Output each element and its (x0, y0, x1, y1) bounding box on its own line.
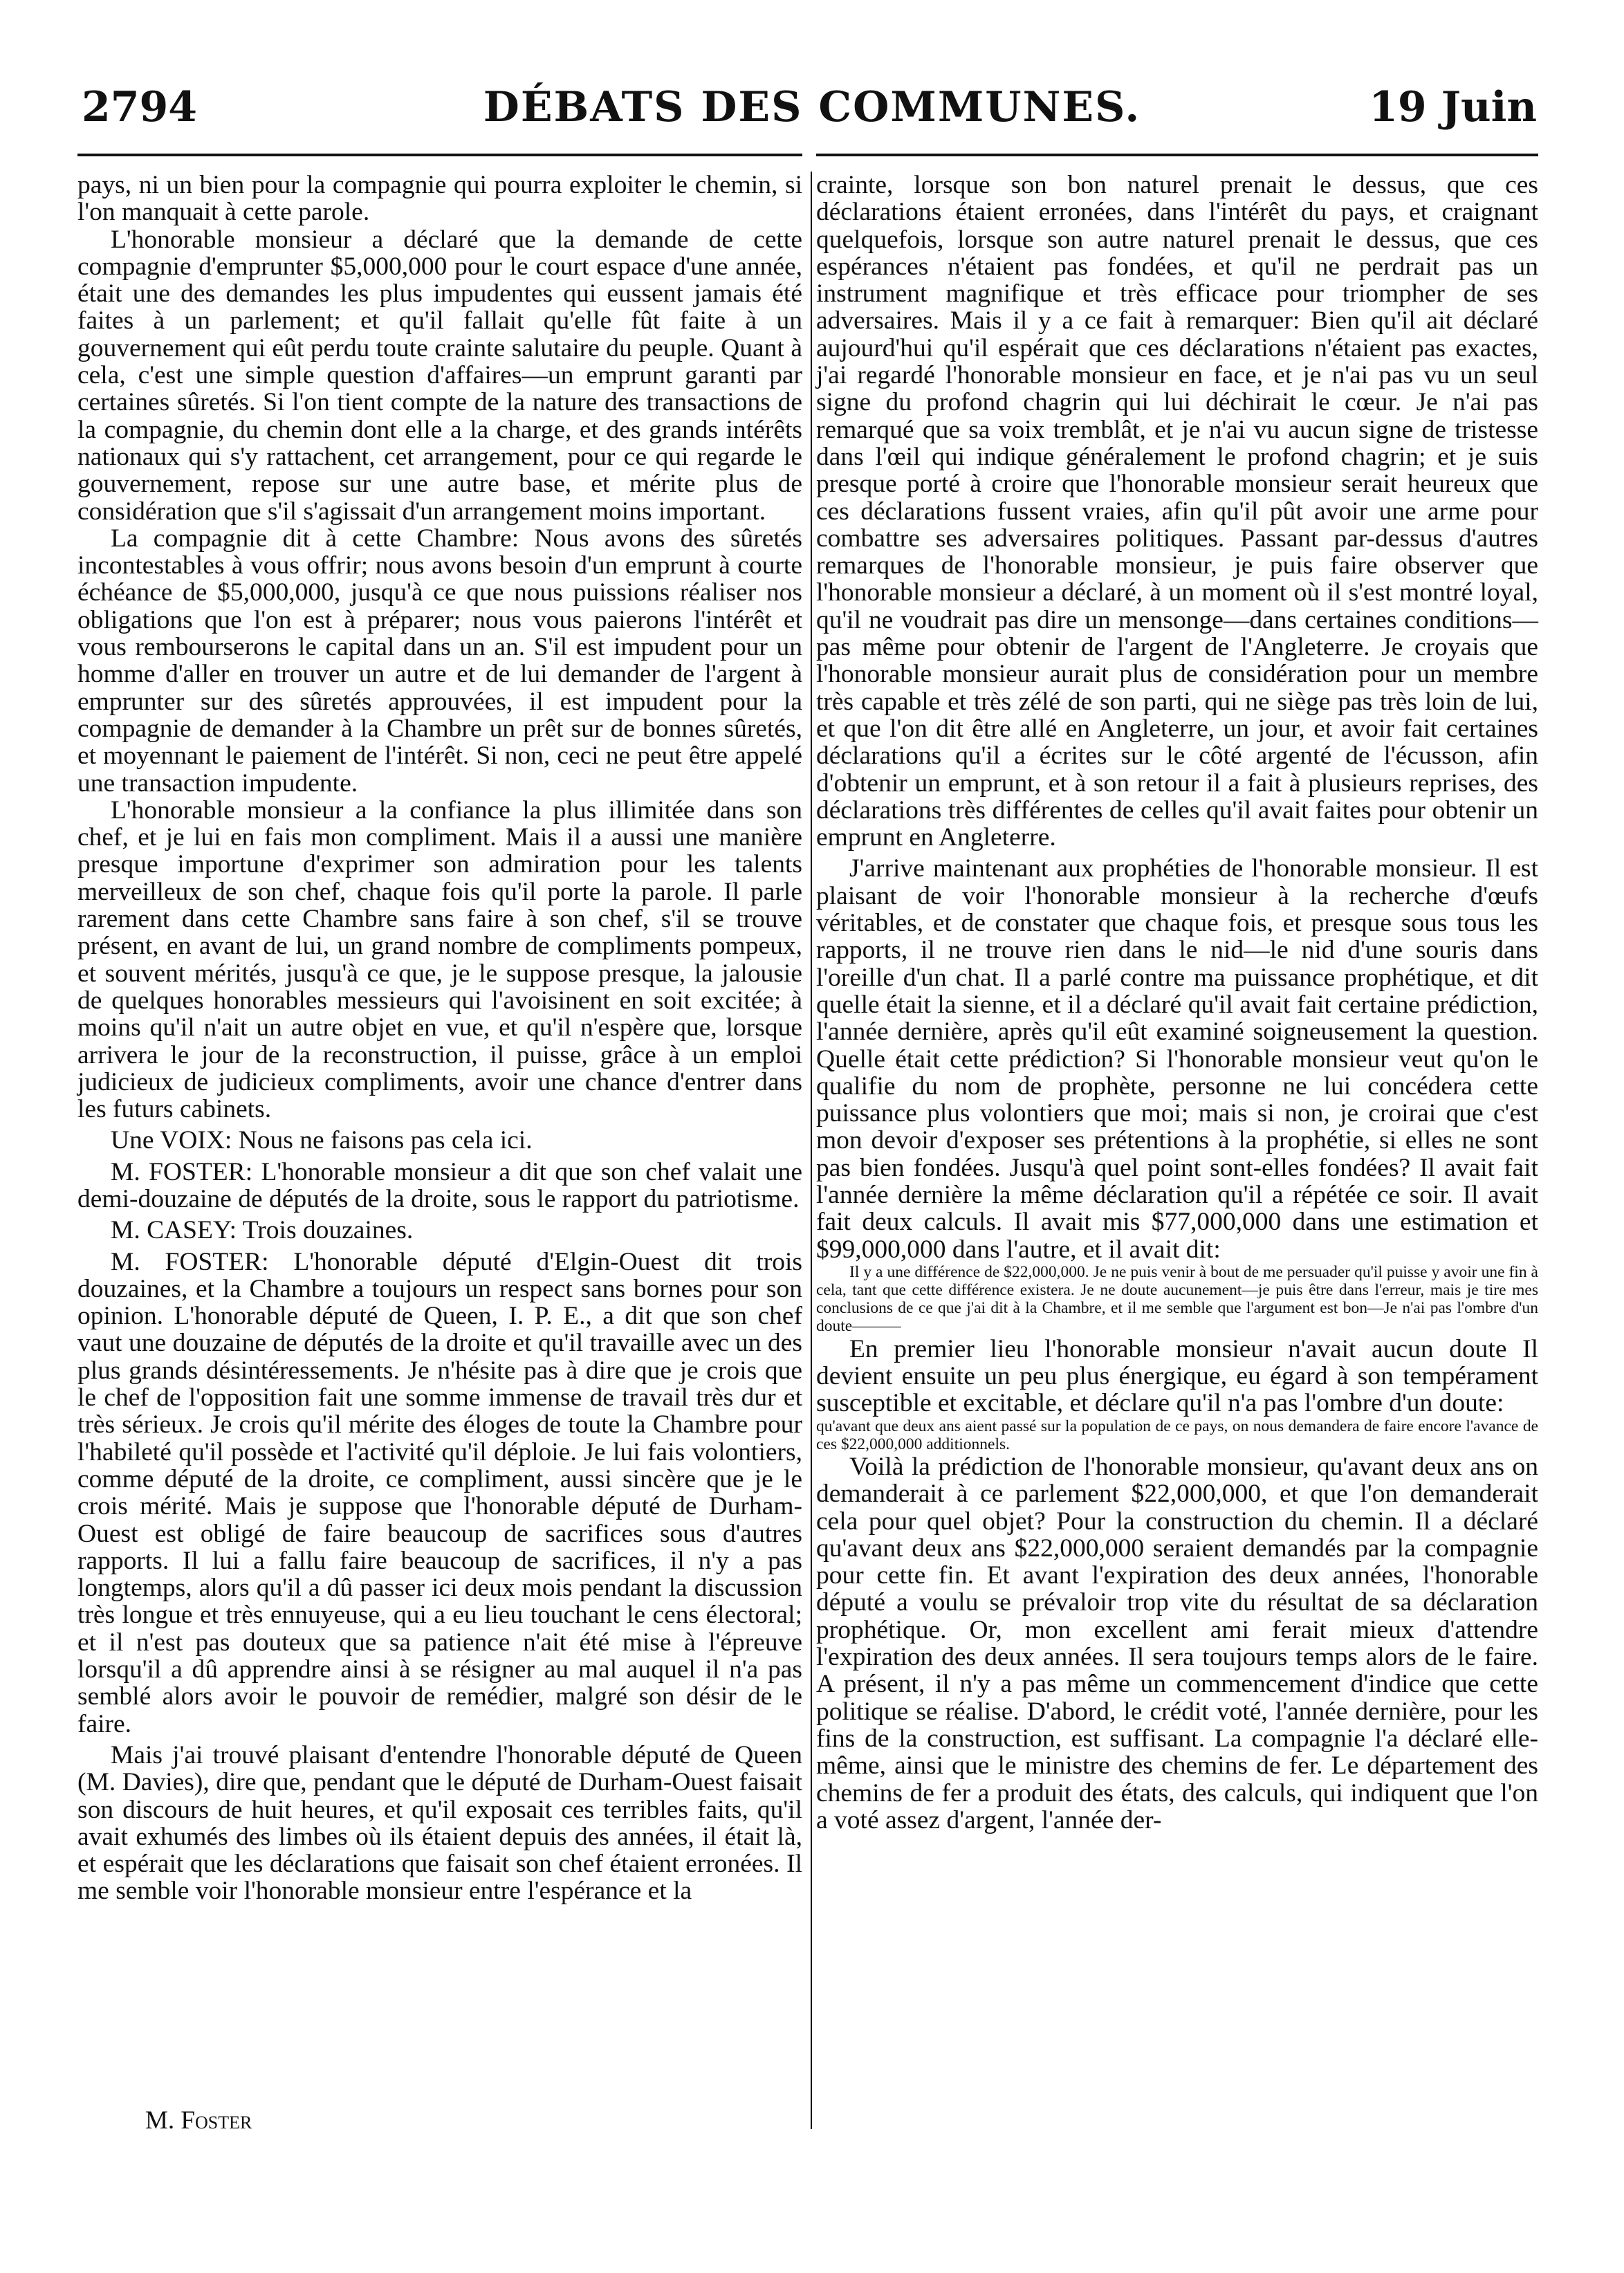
paragraph: M. CASEY: Trois douzaines. (111, 1216, 414, 1245)
left-column (77, 172, 802, 1905)
paragraph: Une VOIX: Nous ne faisons pas cela ici. (111, 1126, 533, 1155)
paragraph: crainte, lorsque son bon naturel prenait le dessus, que ces déclarations étaient erronées, dans l'intérêt du pays, et craignant quelquefois, lorsque son autre naturel prenait le dessus, que ces espérances n'étaient pas fondées, et qu'il ne perdrait pas un instrument magnifique et très efficace pour triompher de ses adversaires. Mais il y a ce fait à remarquer: Bien qu'il ait déclaré aujourd'hui qu'il espérait que ces déclarations n'étaient pas exactes, j'ai regardé l'honorable monsieur en face, et je n'ai pas vu un seul signe du profond chagrin qui lui déchirait le cœur. Je n'ai pas remarqué que sa voix tremblât, et je n'ai vu aucun signe de tristesse dans l'œil qui indique généralement le profond chagrin; et je suis presque porté à croire que l'honorable monsieur serait heureux que ces déclarations fussent vraies, afin qu'il pût avoir une arme pour combattre ses adversaires politiques. Passant par-dessus d'autres remarques de l'honorable monsieur, je puis faire observer que l'honorable monsieur a déclaré, à un moment où il s'est montré loyal, qu'il ne voudrait pas dire un mensonge—dans certaines conditions—pas même pour obtenir de l'argent de l'Angleterre. Je croyais que l'honorable monsieur aurait plus de considération pour un membre très capable et très zélé de son parti, qui ne siège pas très loin de lui, et que l'on dit être allé en Angleterre, un jour, et avoir fait certaines déclarations qu'il a écrites sur le côté argenté de l'écusson, afin d'obtenir un emprunt, et à son retour il a fait à plusieurs reprises, des déclarations très différentes de celles qu'il avait faites pour obtenir un emprunt en Angleterre. (816, 171, 1538, 852)
paragraph: M. FOSTER: L'honorable monsieur a dit que son chef valait une demi-douzaine de députés de la droite, sous le rapport du patriotisme. (77, 1157, 802, 1213)
paragraph: En premier lieu l'honorable monsieur n'avait aucun doute Il devient ensuite un peu plus énergique, eu égard à son tempérament susceptible et excitable, et déclare qu'il n'a pas l'ombre d'un doute: (816, 1334, 1538, 1418)
block-quote: qu'avant que deux ans aient passé sur la population de ce pays, on nous demandera de faire encore l'avance de ces $22,000,000 additionnels. (816, 1417, 1538, 1453)
right-column (816, 172, 1538, 1834)
paragraph: Mais j'ai trouvé plaisant d'entendre l'honorable député de Queen (M. Davies), dire que, pendant que le député de Durham-Ouest faisait son discours de huit heures, et qu'il exposait ces terribles faits, qu'il avait exhumés des limbes où ils étaient depuis des années, il était là, et espérait que les déclarations que faisait son chef étaient erronées. Il me semble voir l'honorable monsieur entre l'espérance et la (77, 1740, 802, 1906)
paragraph: J'arrive maintenant aux prophéties de l'honorable monsieur. Il est plaisant de voir l'honorable monsieur à la recherche d'œufs véritables, et de constater que chaque fois, et presque sous tous les rapports, il ne trouve rien dans le nid—le nid d'une souris dans l'oreille d'un chat. Il a parlé contre ma puissance prophétique, et dit quelle était la sienne, et il a déclaré qu'il avait fait certaine prédiction, l'année dernière, après qu'il eût examiné soigneusement la question. Quelle était cette prédiction? Si l'honorable monsieur veut qu'on le qualifie du nom de prophète, personne ne lui concédera cette puissance plus volontiers que moi; mais si non, je croirai que c'est mon devoir d'exposer ses prétentions à la prophétie, si elles ne sont pas bien fondées. Jusqu'à quel point sont-elles fondées? Il avait fait l'année dernière la même déclaration qu'il a répétée ce soir. Il avait fait deux calculs. Il avait mis $77,000,000 dans une estimation et $99,000,000 dans l'autre, et il avait dit: (816, 854, 1538, 1264)
speaker-footer: M. Foster (145, 2106, 252, 2135)
paragraph: pays, ni un bien pour la compagnie qui pourra exploiter le chemin, si l'on manquait à cette parole. (77, 171, 802, 227)
page-number: 2794 (82, 83, 197, 131)
block-quote: Il y a une différence de $22,000,000. Je ne puis venir à bout de me persuader qu'il puisse y avoir une fin à cela, tant que cette différence existera. Je ne doute aucunement—je puis être dans l'erreur, mais je tire mes conclusions de ce que j'ai dit à la Chambre, et il me semble que l'argument est bon—Je n'ai pas l'ombre d'un doute——— (816, 1262, 1538, 1336)
paragraph: M. FOSTER: L'honorable député d'Elgin-Ouest dit trois douzaines, et la Chambre a toujours un respect sans bornes pour son opinion. L'honorable député de Queen, I. P. E., a dit que son chef vaut une douzaine de députés de la droite et qu'il travaille avec un des plus grands désintéressements. Je n'hésite pas à dire que je crois que le chef de l'opposition fait une somme immense de travail très dur et très sérieux. Je crois qu'il mérite des éloges de toute la Chambre pour l'habileté qu'il possède et l'activité qu'il déploie. Je lui fais volontiers, comme député de la droite, ce compliment, aussi sincère que je le crois mérité. Mais je suppose que l'honorable député de Durham-Ouest est obligé de faire beaucoup de sacrifices sous d'autres rapports. Il lui a fallu faire beaucoup de sacrifices, il n'y a pas longtemps, alors qu'il a dû passer ici deux mois pendant la discussion très longue et très ennuyeuse, qui a eu lieu touchant le cens électoral; et il n'est pas douteux que sa patience n'ait été mise à l'épreuve lorsqu'il a dû apprendre ainsi à se résigner au mal auquel il n'a pas semblé alors avoir le pouvoir de remédier, malgré son désir de le faire. (77, 1247, 802, 1738)
header-rule-left (77, 154, 802, 156)
header-rule-right (816, 154, 1538, 156)
page-date: 19 Juin (1369, 83, 1537, 131)
paragraph: L'honorable monsieur a déclaré que la demande de cette compagnie d'emprunter $5,000,000 pour le court espace d'une année, était une des demandes les plus impudentes qui eussent jamais été faites à un parlement; et qu'il fallait qu'elle fût faite à un gouvernement qui eût perdu toute crainte salutaire du peuple. Quant à cela, c'est une simple question d'affaires—un emprunt garanti par certaines sûretés. Si l'on tient compte de la nature des transactions de la compagnie, du chemin dont elle a la charge, et des grands intérêts nationaux qui s'y rattachent, cet arrangement, pour ce qui regarde le gouvernement, repose sur une autre base, et mérite plus de considération que s'il s'agissait d'un arrangement moins important. (77, 225, 802, 526)
column-divider (811, 172, 812, 2129)
page-title: DÉBATS DES COMMUNES. (483, 83, 1141, 131)
paragraph: Voilà la prédiction de l'honorable monsieur, qu'avant deux ans on demanderait à ce parlement $22,000,000, et que l'on demanderait cela pour quel objet? Pour la construction du chemin. Il a déclaré qu'avant deux ans $22,000,000 seraient demandés par la compagnie pour cette fin. Et avant l'expiration des deux années, l'honorable député a voulu se prévaloir trop vite du résultat de sa déclaration prophétique. Or, mon excellent ami ferait mieux d'attendre l'expiration des deux années. Il sera toujours temps alors de le faire. A présent, il n'y a pas même un commencement d'indice que cette politique se réalise. D'abord, le crédit voté, l'année dernière, pour les fins de la construction, est suffisant. La compagnie l'a déclaré elle-même, ainsi que le ministre des chemins de fer. Le département des chemins de fer a produit des états, des calculs, qui indiquent que l'on a voté assez d'argent, l'année der- (816, 1452, 1538, 1834)
paragraph: L'honorable monsieur a la confiance la plus illimitée dans son chef, et je lui en fais mon compliment. Mais il a aussi une manière presque importune d'exprimer son admiration pour les talents merveilleux de son chef, chaque fois qu'il porte la parole. Il parle rarement dans cette Chambre sans faire à son chef, s'il se trouve présent, en avant de lui, un grand nombre de compliments pompeux, et souvent mérités, jusqu'à ce que, je le suppose presque, la jalousie de quelques honorables messieurs qui l'avoisinent en soit excitée; à moins qu'il n'ait un autre objet en vue, et qu'il n'espère que, lorsque arrivera le jour de la reconstruction, il puisse, grâce à un emploi judicieux de judicieux compliments, avoir une chance d'entrer dans les futurs cabinets. (77, 795, 802, 1124)
paragraph: La compagnie dit à cette Chambre: Nous avons des sûretés incontestables à vous offrir; nous avons besoin d'un emprunt à courte échéance de $5,000,000, jusqu'à ce que nous puissions réaliser nos obligations que l'on est à préparer; nous vous paierons l'intérêt et vous rembourserons le capital dans un an. S'il est impudent pour un homme d'aller en trouver un autre et de lui demander de l'argent à emprunter sur des sûretés approuvées, il est impudent pour la compagnie de demander à la Chambre un prêt sur de bonnes sûretés, et moyennant le paiement de l'intérêt. Si non, ceci ne peut être appelé une transaction impudente. (77, 524, 802, 798)
